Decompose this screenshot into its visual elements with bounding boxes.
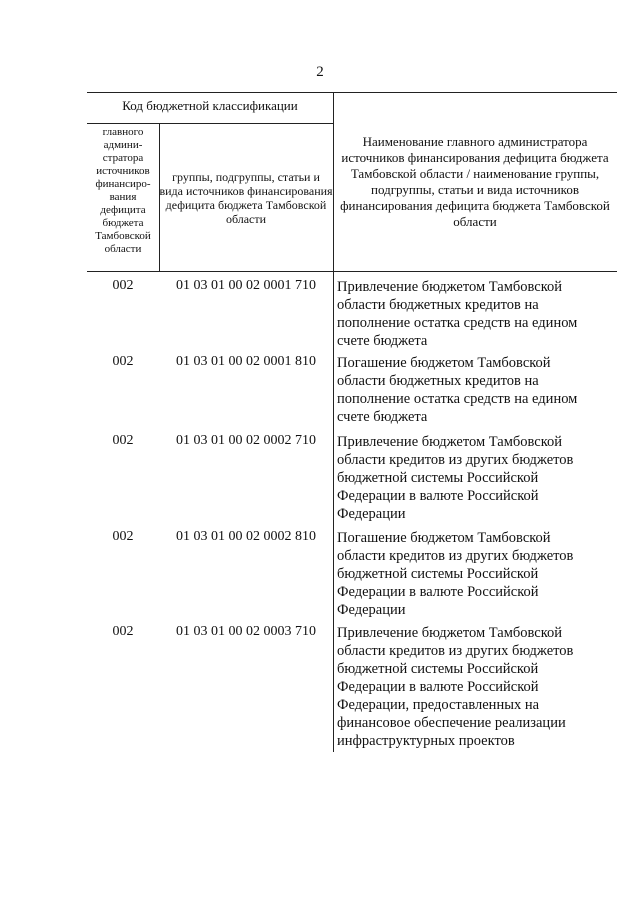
admin-code-cell: 002 [112, 433, 134, 448]
header-budget-code-group: Код бюджетной классификации [122, 98, 298, 113]
header-admin-column: главного админи-стратора источников финансиро-вания дефицита бюджета Тамбовской области [95, 126, 151, 255]
source-code-cell: 01 03 01 00 02 0003 710 [176, 624, 316, 639]
name-cell: Привлечение бюджетом Тамбовской области кредитов из других бюджетов бюджетной системы Российской Федерации в валюте Российской Федерации [337, 434, 574, 522]
group-header-divider [87, 123, 333, 124]
admin-code-cell: 002 [112, 529, 134, 544]
budget-classification-table [87, 92, 617, 752]
page-number: 2 [316, 64, 324, 80]
name-cell: Погашение бюджетом Тамбовской области бюджетных кредитов на пополнение остатка средств на едином счете бюджета [337, 355, 578, 425]
source-code-cell: 01 03 01 00 02 0001 810 [176, 354, 316, 369]
admin-code-cell: 002 [112, 624, 134, 639]
admin-code-cell: 002 [112, 278, 134, 293]
source-code-cell: 01 03 01 00 02 0002 810 [176, 529, 316, 544]
name-cell: Погашение бюджетом Тамбовской области кредитов из других бюджетов бюджетной системы Российской Федерации в валюте Российской Федерации [337, 530, 574, 618]
top-border [87, 92, 617, 93]
name-cell: Привлечение бюджетом Тамбовской области кредитов из других бюджетов бюджетной системы Российской Федерации в валюте Российской Федерации, предоставленных на финансовое обеспечение реализации инфраструктурных проектов [337, 625, 574, 749]
admin-code-cell: 002 [112, 354, 134, 369]
header-name-column: Наименование главного администратора источников финансирования дефицита бюджета Тамбовской области / наименование группы, подгруппы, статьи и вида источников финансирования дефицита бюджета Тамбовской области [340, 134, 610, 229]
name-cell: Привлечение бюджетом Тамбовской области бюджетных кредитов на пополнение остатка средств на едином счете бюджета [337, 279, 578, 349]
header-bottom-border [87, 271, 617, 272]
source-code-cell: 01 03 01 00 02 0001 710 [176, 278, 316, 293]
source-code-cell: 01 03 01 00 02 0002 710 [176, 433, 316, 448]
header-source-column: группы, подгруппы, статьи и вида источников финансирования дефицита бюджета Тамбовской области [159, 170, 333, 226]
